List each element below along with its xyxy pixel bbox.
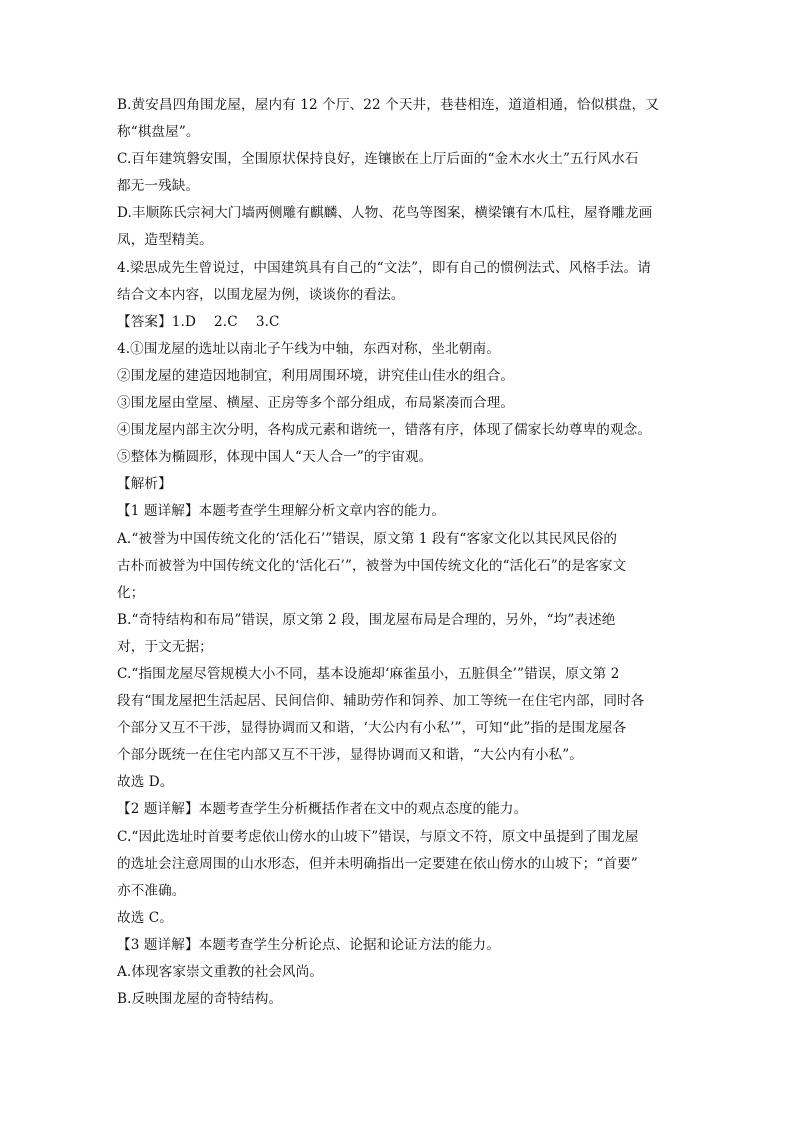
text-line: 称“棋盘屋”。 (117, 124, 200, 141)
text-line: 段有“围龙屋把生活起居、民间信仰、辅助劳作和饲养、加工等统一在住宅内部，同时各 (117, 693, 645, 710)
text-line: C.百年建筑磐安围，全围原状保持良好，连镶嵌在上厅后面的“金木水火土”五行风水石 (117, 151, 639, 168)
text-line: 古朴而被誉为中国传统文化的‘活化石’”，被誉为中国传统文化的“活化石”的是客家文 (117, 557, 627, 574)
text-line: 【3 题详解】本题考查学生分析论点、论据和论证方法的能力。 (117, 936, 500, 953)
text-line: C.“指围龙屋尽管规模大小不同，基本设施却‘麻雀虽小，五脏俱全’”错误，原文第 2 (117, 665, 620, 682)
text-line: 故选 D。 (117, 774, 174, 791)
text-line: 亦不准确。 (117, 882, 186, 899)
text-line: 【2 题详解】本题考查学生分析概括作者在文中的观点态度的能力。 (117, 801, 528, 818)
text-line: B.“奇特结构和布局”错误，原文第 2 段，围龙屋布局是合理的，另外，“均”表述绝 (117, 611, 616, 628)
text-line: 对，于文无据； (117, 638, 213, 655)
text-line: 化； (117, 584, 145, 601)
text-line: ③围龙屋由堂屋、横屋、正房等多个部分组成，布局紧凑而合理。 (117, 395, 515, 412)
text-line: C.“因此选址时首要考虑依山傍水的山坡下”错误，与原文不符，原文中虽提到了围龙屋 (117, 828, 639, 845)
answer-line: 【答案】1.D 2.C 3.C (117, 313, 280, 330)
text-line: B.反映围龙屋的奇特结构。 (117, 991, 283, 1008)
text-line: B.黄安昌四角围龙屋，屋内有 12 个厅、22 个天井，巷巷相连，道道相通，恰似棋盘，又 (117, 97, 660, 113)
text-line: ⑤整体为椭圆形，体现中国人“天人合一”的宇宙观。 (117, 449, 433, 466)
text-line: ②围龙屋的建造因地制宜，利用周围环境，讲究佳山佳水的组合。 (117, 367, 515, 384)
text-line: 的选址会注意周围的山水形态，但并未明确指出一定要建在依山傍水的山坡下；“首要” (117, 855, 638, 872)
text-line: 都无一残缺。 (117, 178, 200, 195)
text-line: 结合文本内容，以围龙屋为例，谈谈你的看法。 (117, 286, 405, 303)
text-line: A.“被誉为中国传统文化的‘活化石’”错误，原文第 1 段有“客家文化以其民风民俗的 (117, 530, 618, 547)
text-line: 故选 C。 (117, 909, 174, 926)
text-line: 个部分既统一在住宅内部又互不干涉，显得协调而又和谐，“大公内有小私”。 (117, 747, 583, 764)
text-line: 【1 题详解】本题考查学生理解分析文章内容的能力。 (117, 503, 446, 520)
text-line: 4.梁思成先生曾说过，中国建筑具有自己的“文法”，即有自己的惯例法式、风格手法。请 (117, 259, 651, 276)
text-line: 4.①围龙屋的选址以南北子午线为中轴，东西对称，坐北朝南。 (117, 340, 500, 357)
text-line: A.体现客家崇文重教的社会风尚。 (117, 964, 324, 980)
text-line: D.丰顺陈氏宗祠大门墙两侧雕有麒麟、人物、花鸟等图案，横梁镶有木瓜柱，屋脊雕龙画 (117, 205, 653, 222)
document-page (117, 92, 683, 1013)
text-line: ④围龙屋内部主次分明，各构成元素和谐统一，错落有序，体现了儒家长幼尊卑的观念。 (117, 422, 652, 439)
analysis-heading: 【解析】 (117, 476, 172, 493)
text-line: 凤，造型精美。 (117, 232, 213, 249)
text-line: 个部分又互不干涉，显得协调而又和谐，‘大公内有小私’”，可知“此”指的是围龙屋各 (117, 720, 627, 737)
